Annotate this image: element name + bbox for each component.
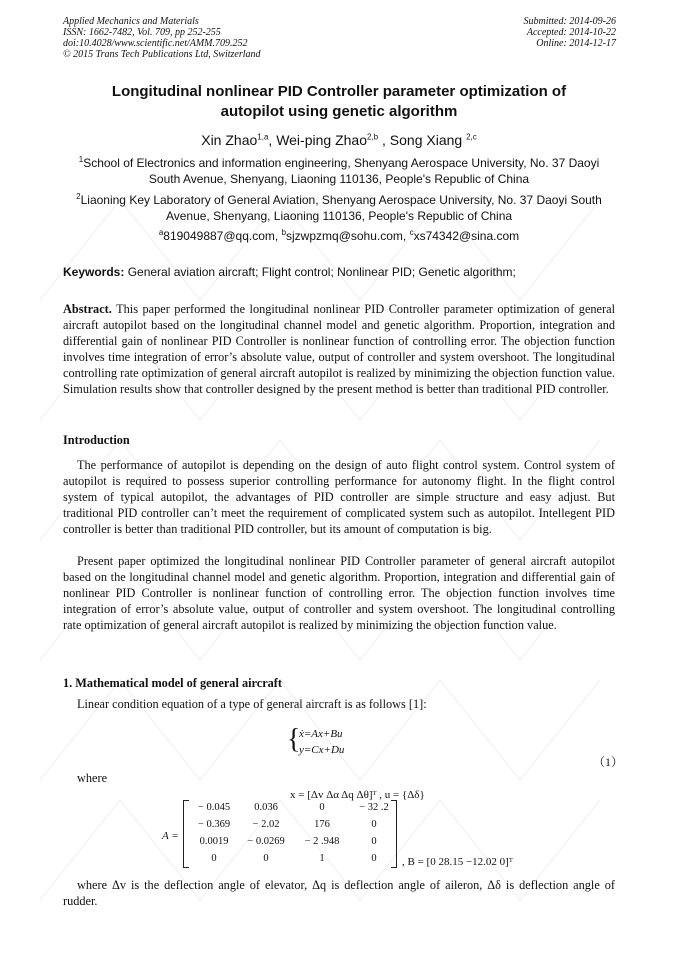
title-line-1: Longitudinal nonlinear PID Controller parameter optimization of [111,83,567,100]
intro-paragraph-1: The performance of autopilot is depending on the design of auto flight control system. Control system of autopilot is required to possess superior controlling performance for autonomy flight. In the flight control system of typical autopilot, the advantages of PID controller are simple structure and easy adjust. But traditional PID controller can’t meet the requirement of complicated system such as autopilot. Intellegent PID controller is better than traditional PID controller, but its amount of computation is big. [63,458,615,536]
email-list [62,229,616,243]
equation-number: （1） [593,755,624,769]
matrix-cell: 0 [371,836,377,847]
journal-name: Applied Mechanics and Materials [63,16,199,27]
affiliation-line: Avenue, Shenyang, Liaoning 110136, People's Republic of China [165,209,513,223]
author-sup: 2,b [366,132,379,142]
journal-header [63,16,261,60]
author-name: Wei-ping Zhao [276,132,367,148]
email-sup: c [409,228,414,237]
matrix-cell: − 32 .2 [359,802,389,813]
journal-copyright: © 2015 Trans Tech Publications Ltd, Switzerland [63,49,261,60]
author-sep: , [378,132,390,148]
matrix-cell: − 2.02 [252,819,280,830]
author-list [60,132,618,148]
matrix-row [184,853,396,869]
keywords [63,265,516,279]
matrix-cell: 0 [211,853,217,864]
intro-paragraph-2: Present paper optimized the longitudinal nonlinear PID Controller parameter of general aircraft autopilot based on the longitudinal channel model and genetic algorithm. Proportion, integration and differential gain of nonlinear PID Controller is nonlinear function of controlling error. The objection function involves time integration of error’s absolute value, output of controller and system overshoot. The longitudinal controlling rate optimization of general aircraft autopilot is realized by minimizing the objection function value. [63,554,615,632]
matrix-cell: − 0.369 [197,819,231,830]
affiliation-1 [62,155,616,187]
journal-issn: ISSN: 1662-7482, Vol. 709, pp 252-255 [63,27,221,38]
intro-heading: Introduction [63,433,130,447]
matrix-cell: 0 [319,802,325,813]
date-submitted: Submitted: 2014-09-26 [523,16,616,27]
date-online: Online: 2014-12-17 [536,38,616,49]
section-1-heading: 1. Mathematical model of general aircraft [63,676,282,690]
section-1-paragraph: Linear condition equation of a type of general aircraft is as follows [1]: [77,697,427,711]
equation-brace: { [287,724,301,755]
matrix-cell: − 2 .948 [304,836,340,847]
affiliation-line: South Avenue, Shenyang, Liaoning 110136, People's Republic of China [148,172,530,186]
affiliation-line: Liaoning Key Laboratory of General Aviation, Shenyang Aerospace University, No. 37 Daoyi South [80,193,602,207]
abstract-label: Abstract. [63,302,112,316]
matrix-cell: 0 [371,819,377,830]
final-paragraph: where Δv is the deflection angle of elevator, Δq is deflection angle of aileron, Δδ is deflection angle of rudder. [63,878,615,908]
equation-line: ẋ=Ax+Bu [299,728,343,740]
matrix-cell: 0.0019 [199,836,229,847]
equation-line: y=Cx+Du [299,744,345,756]
email-sup: b [281,228,287,237]
journal-doi[interactable]: doi:10.4028/www.scientific.net/AMM.709.252 [63,38,248,49]
matrix-row [184,819,396,835]
email-link[interactable]: xs74342@sina.com [413,229,520,243]
matrix-row [184,836,396,852]
x-definition: x = [Δv Δα Δq Δθ]ᵀ , u = {Δδ} [290,789,425,801]
abstract-text: This paper performed the longitudinal nonlinear PID Controller parameter optimization of general aircraft autopilot based on the longitudinal channel model and genetic algorithm. Proportion, integration and differential gain of nonlinear PID Controller is nonlinear function of controlling error. The objection function involves time integration of error’s absolute value, output of controller and system overshoot. The longitudinal controlling rate optimization of general aircraft autopilot is realized by minimizing the objection function value. Simulation results show that controller designed by the present method is better than traditional PID controller. [63,302,615,396]
keywords-text: General aviation aircraft; Flight control; Nonlinear PID; Genetic algorithm; [127,265,516,279]
matrix-cell: 176 [314,819,330,830]
matrix-cell: − 0.045 [197,802,231,813]
where-text: where [77,771,108,785]
matrix-cell: 0 [371,853,377,864]
affiliation-sup: 2 [76,192,81,201]
author-name: Song Xiang [389,132,467,148]
email-link[interactable]: sjzwpzmq@sohu.com [286,229,403,243]
matrix-cell: 1 [319,853,325,864]
dates-header [524,16,617,49]
matrix-cell: 0.036 [254,802,278,813]
matrix-cell: 0 [263,853,269,864]
matrix-a [183,800,397,868]
affiliation-line: School of Electronics and information engineering, Shenyang Aerospace University, No. 37 Daoyi [83,156,600,170]
author-sup: 1,a [257,132,269,142]
email-sup: a [158,228,164,237]
matrix-cell: − 0.0269 [247,836,285,847]
matrix-label: A = [162,830,179,842]
author-sep: , [268,132,277,148]
paper-title [60,82,618,122]
email-sep: , [274,229,282,243]
affiliation-2 [62,192,616,224]
author-sup: 2,c [466,132,477,142]
matrix-row [184,802,396,818]
title-line-2: autopilot using genetic algorithm [220,103,458,120]
affiliation-sup: 1 [78,155,84,164]
author-name: Xin Zhao [201,132,258,148]
date-accepted: Accepted: 2014-10-22 [526,27,616,38]
abstract [63,301,615,397]
email-link[interactable]: 819049887@qq.com [163,229,275,243]
email-sep: , [402,229,410,243]
keywords-label: Keywords: [63,265,125,279]
b-definition: , B = [0 28.15 −12.02 0]ᵀ [402,856,513,868]
